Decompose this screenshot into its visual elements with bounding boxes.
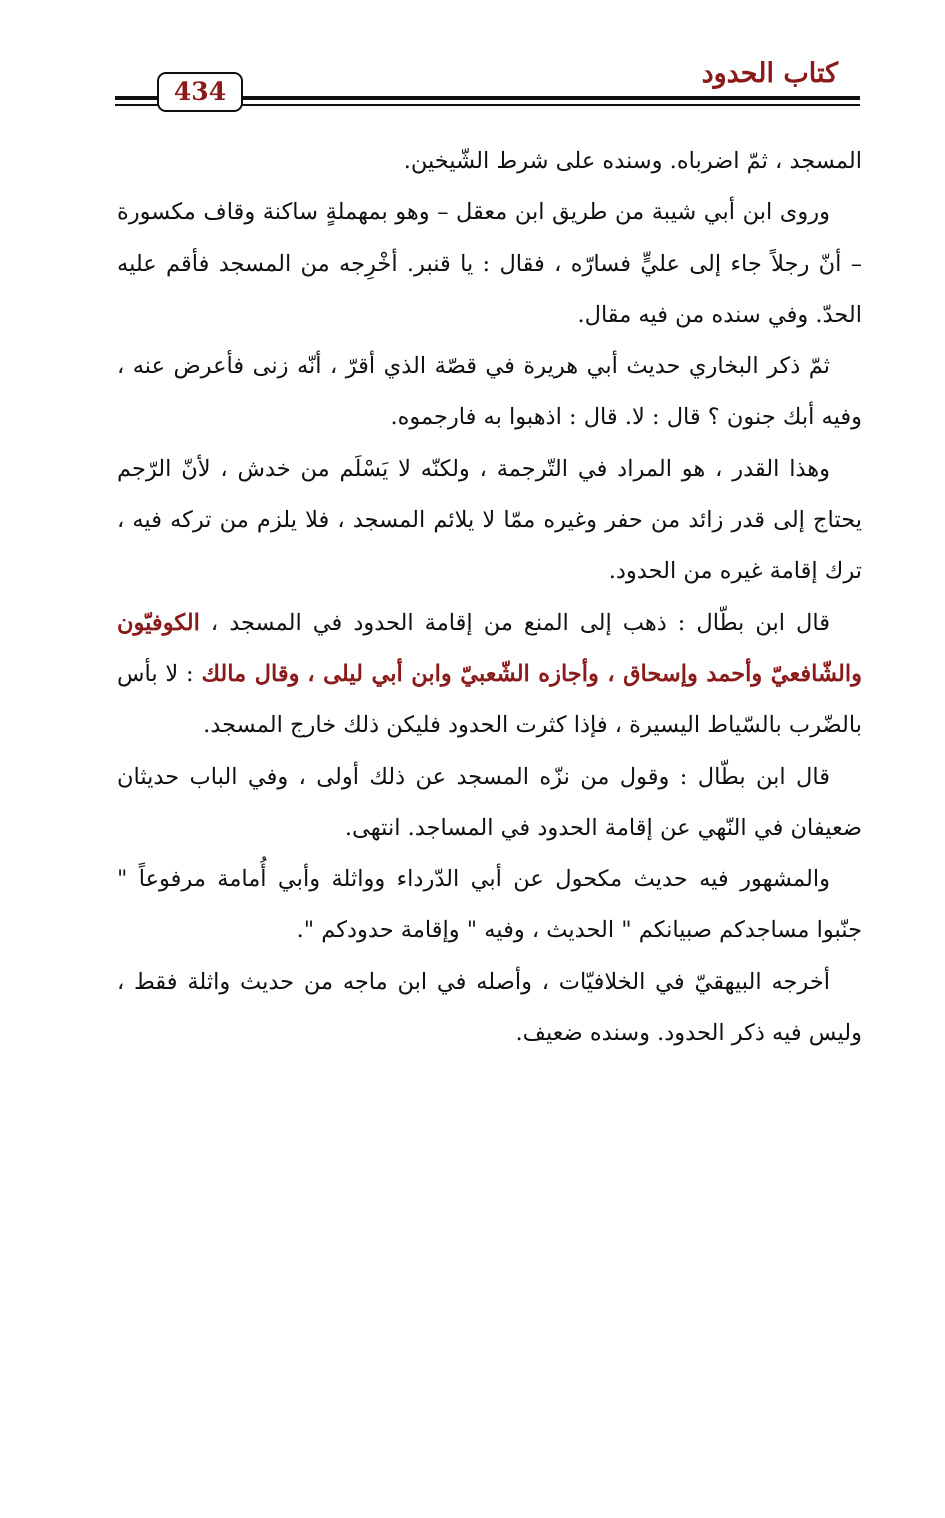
highlighted-scholars: الكوفيّون والشّافعيّ وأحمد وإسحاق ، وأجازه الشّعبيّ وابن أبي ليلى ،	[117, 609, 863, 687]
paragraph-ibn-battal-preference: قال ابن بطّال : وقول من نزّه المسجد عن ذلك أولى ، وفي الباب حديثان ضعيفان في النّهي عن إقامة الحدود في المساجد. انتهى.	[117, 763, 862, 841]
page-body	[117, 136, 862, 1059]
paragraph-bayhaqi: أخرجه البيهقيّ في الخلافيّات ، وأصله في ابن ماجه من حديث واثلة فقط ، وليس فيه ذكر الحدود. وسنده ضعيف.	[117, 968, 862, 1047]
paragraph-continuation: المسجد ، ثمّ اضرباه. وسنده على شرط الشّيخين.	[403, 148, 862, 174]
paragraph-bukhari-hadith: ثمّ ذكر البخاري حديث أبي هريرة في قصّة الذي أقرّ ، أنّه زنى فأعرض عنه ، وفيه أبك جنون ؟ قال : لا. قال : اذهبوا به فارجموه.	[117, 353, 862, 431]
paragraph-ibn-abi-shaybah: وروى ابن أبي شيبة من طريق ابن معقل – وهو بمهملةٍ ساكنة وقاف مكسورة – أنّ رجلاً جاء إلى عليٍّ فسارّه ، فقال : يا قنبر. أخْرِجه من المسجد فأقم عليه الحدّ. وفي سنده من فيه مقال.	[117, 199, 862, 328]
book-title: كتاب الحدود	[701, 58, 838, 89]
text-run: : لا بأس بالضّرب بالسّياط اليسيرة ، فإذا كثرت الحدود فليكن ذلك خارج المسجد.	[117, 660, 862, 739]
highlighted-malik: وقال مالك	[201, 660, 300, 687]
text-run: قال ابن بطّال : ذهب إلى المنع من إقامة الحدود في المسجد ،	[199, 609, 830, 636]
paragraph-ibn-battal-opinions	[117, 598, 862, 752]
paragraph-makhul-hadith: والمشهور فيه حديث مكحول عن أبي الدّرداء وواثلة وأبي أُمامة مرفوعاً " جنّبوا مساجدكم صبيانكم " الحديث ، وفيه " وإقامة حدودكم ".	[117, 866, 862, 944]
page-header	[115, 50, 860, 112]
paragraph-tarjama: وهذا القدر ، هو المراد في التّرجمة ، ولكنّه لا يَسْلَم من خدش ، لأنّ الرّجم يحتاج إلى قدر زائد من حفر وغيره ممّا لا يلائم المسجد ، فلا يلزم من تركه فيه ، ترك إقامة غيره من الحدود.	[117, 455, 862, 585]
page-number-badge: 434	[157, 72, 243, 112]
